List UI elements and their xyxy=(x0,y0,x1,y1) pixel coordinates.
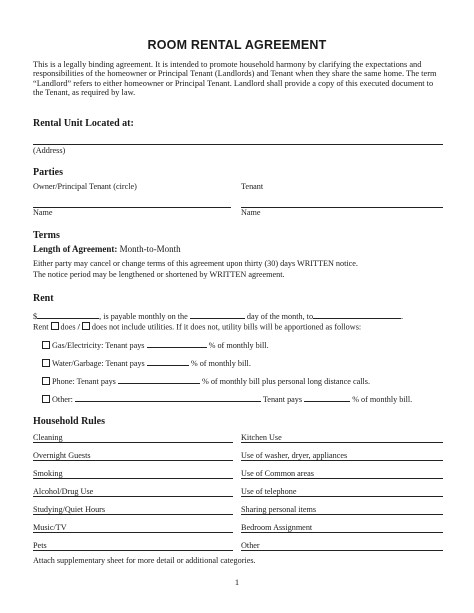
other-label: Other: xyxy=(52,395,73,404)
rule-left-1: Overnight Guests xyxy=(33,451,91,460)
tenant-name-label: Name xyxy=(241,208,261,217)
dollar-sign: $ xyxy=(33,312,38,321)
rule-left-field-2[interactable] xyxy=(33,478,233,479)
rule-right-4: Sharing personal items xyxy=(241,505,317,514)
gas-suffix: % of monthly bill. xyxy=(208,341,269,350)
water-label: Water/Garbage: Tenant pays xyxy=(52,359,145,368)
gas-checkbox[interactable] xyxy=(42,341,50,349)
payable-text: , is payable monthly on the xyxy=(99,312,188,321)
phone-percent-field[interactable] xyxy=(118,375,200,384)
tenant-label: Tenant xyxy=(241,182,264,191)
other-tenant-pays: Tenant pays xyxy=(262,395,303,404)
rule-right-3: Use of telephone xyxy=(241,487,297,496)
rule-right-field-2[interactable] xyxy=(241,478,443,479)
utility-row-water xyxy=(42,357,251,368)
rule-right-6: Other xyxy=(241,541,260,550)
does-not-checkbox[interactable] xyxy=(82,322,90,330)
gas-label: Gas/Electricity: Tenant pays xyxy=(52,341,145,350)
rule-right-0: Kitchen Use xyxy=(241,433,282,442)
does-text: does xyxy=(60,322,76,332)
slash-text: / xyxy=(77,322,80,332)
parties-heading: Parties xyxy=(33,167,63,178)
rental-unit-heading: Rental Unit Located at: xyxy=(33,118,134,129)
rule-left-field-1[interactable] xyxy=(33,460,233,461)
notice-line-1: Either party may cancel or change terms of this agreement upon thirty (30) days WRITTEN notice. xyxy=(33,259,358,268)
rule-right-field-0[interactable] xyxy=(241,442,443,443)
rent-amount-field[interactable] xyxy=(37,310,99,319)
rule-right-field-6[interactable] xyxy=(241,550,443,551)
gas-percent-field[interactable] xyxy=(147,339,207,348)
rule-right-5: Bedroom Assignment xyxy=(241,523,313,532)
rule-left-3: Alcohol/Drug Use xyxy=(33,487,94,496)
phone-label: Phone: Tenant pays xyxy=(52,377,116,386)
rule-left-field-0[interactable] xyxy=(33,442,233,443)
rule-left-2: Smoking xyxy=(33,469,63,478)
rule-right-2: Use of Common areas xyxy=(241,469,314,478)
utilities-inclusion-line xyxy=(33,322,361,332)
utility-row-gas xyxy=(42,339,269,350)
utility-row-other xyxy=(42,393,412,404)
length-value: Month-to-Month xyxy=(119,244,181,254)
attach-note: Attach supplementary sheet for more detail or additional categories. xyxy=(33,556,256,565)
address-field[interactable] xyxy=(33,144,443,145)
rule-left-4: Studying/Quiet Hours xyxy=(33,505,106,514)
notice-line-2: The notice period may be lengthened or shortened by WRITTEN agreement. xyxy=(33,270,285,279)
rent-label: Rent xyxy=(33,322,49,332)
other-percent-field[interactable] xyxy=(304,393,350,402)
length-label: Length of Agreement: xyxy=(33,244,118,254)
owner-name-field[interactable] xyxy=(33,207,231,208)
rule-right-field-3[interactable] xyxy=(241,496,443,497)
document-title: ROOM RENTAL AGREEMENT xyxy=(147,38,327,52)
other-checkbox[interactable] xyxy=(42,395,50,403)
rent-payee-field[interactable] xyxy=(313,310,404,321)
address-label: (Address) xyxy=(33,146,66,155)
other-suffix: % of monthly bill. xyxy=(352,395,413,404)
rule-left-field-4[interactable] xyxy=(33,514,233,515)
other-description-field[interactable] xyxy=(75,393,261,402)
does-checkbox[interactable] xyxy=(51,322,59,330)
phone-checkbox[interactable] xyxy=(42,377,50,385)
tenant-name-field[interactable] xyxy=(241,207,443,208)
rent-amount-line xyxy=(33,310,403,321)
rule-left-6: Pets xyxy=(33,541,47,550)
rule-right-field-1[interactable] xyxy=(241,460,443,461)
rent-day-field[interactable] xyxy=(190,310,245,319)
length-of-agreement xyxy=(33,244,181,254)
rule-left-field-5[interactable] xyxy=(33,532,233,533)
terms-heading: Terms xyxy=(33,230,60,241)
water-suffix: % of monthly bill. xyxy=(190,359,251,368)
rule-right-1: Use of washer, dryer, appliances xyxy=(241,451,348,460)
rule-right-field-5[interactable] xyxy=(241,532,443,533)
rule-left-5: Music/TV xyxy=(33,523,67,532)
rule-left-0: Cleaning xyxy=(33,433,63,442)
does-not-text: does not include utilities. If it does not, utility bills will be apportioned as follows: xyxy=(91,322,362,332)
day-of-month-text: day of the month, to xyxy=(246,312,314,321)
rent-heading: Rent xyxy=(33,293,54,304)
rule-left-field-6[interactable] xyxy=(33,550,233,551)
utility-row-phone xyxy=(42,375,370,386)
owner-label: Owner/Principal Tenant (circle) xyxy=(33,182,137,191)
rent-period: . xyxy=(401,312,404,321)
phone-suffix: % of monthly bill plus personal long distance calls. xyxy=(201,377,370,386)
rule-right-field-4[interactable] xyxy=(241,514,443,515)
owner-name-label: Name xyxy=(33,208,53,217)
household-rules-heading: Household Rules xyxy=(33,416,105,427)
intro-paragraph: This is a legally binding agreement. It is intended to promote household harmony by clarifying the expectations and responsibilities of the homeowner or Principal Tenant (Landlords) and Tenant when they share the same home. The term “Landlord” refers to either homeowner or Principal Tenant. Landlord shall provide a copy of this executed document to the Tenant, as required by law. xyxy=(33,60,437,98)
page-number: 1 xyxy=(234,577,240,587)
water-percent-field[interactable] xyxy=(147,357,189,366)
water-checkbox[interactable] xyxy=(42,359,50,367)
rule-left-field-3[interactable] xyxy=(33,496,233,497)
